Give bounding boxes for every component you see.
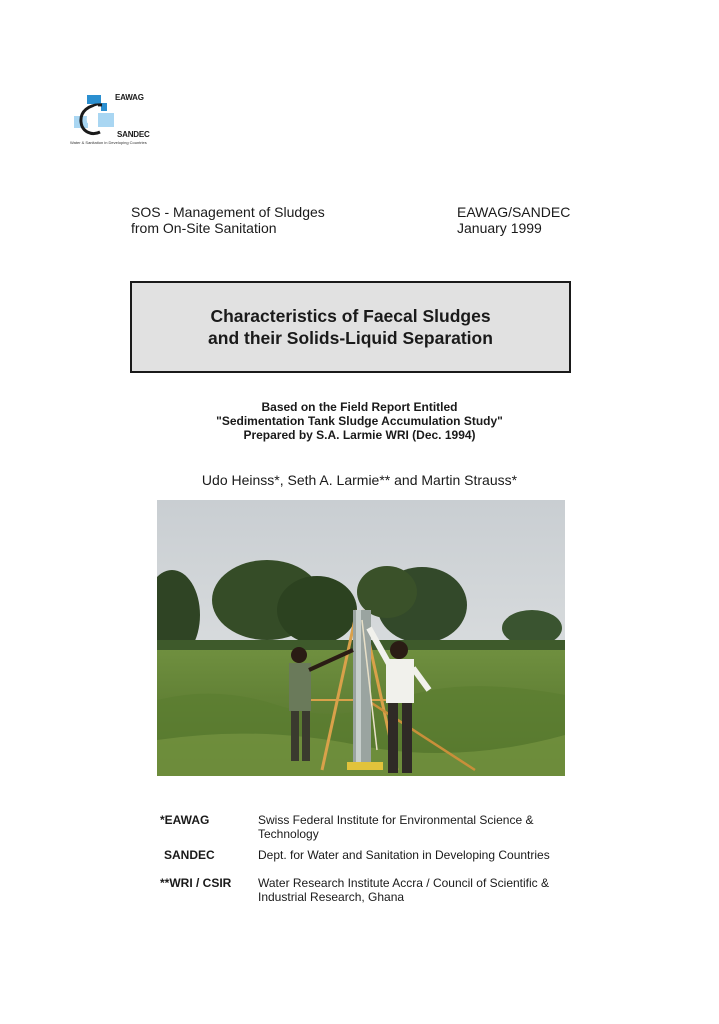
logo-tagline: Water & Sanitation in Developing Countries — [70, 140, 147, 145]
affiliation-key: SANDEC — [164, 848, 215, 862]
based-on-note — [150, 400, 569, 442]
affiliation-value: Dept. for Water and Sanitation in Developing Countries — [258, 848, 550, 862]
affiliation-value: Swiss Federal Institute for Environmental Science & Technology — [258, 813, 534, 841]
publication-date: January 1999 — [457, 220, 542, 236]
publisher-info — [457, 204, 570, 236]
cover-photo — [157, 500, 565, 776]
based-on-line-1: Based on the Field Report Entitled — [261, 400, 458, 414]
based-on-line-3: Prepared by S.A. Larmie WRI (Dec. 1994) — [243, 428, 476, 442]
document-title-box — [130, 281, 571, 373]
title-line-2: and their Solids-Liquid Separation — [208, 328, 493, 348]
series-title — [131, 204, 325, 236]
affiliation-key: **WRI / CSIR — [160, 876, 232, 890]
based-on-line-2: "Sedimentation Tank Sludge Accumulation Study" — [216, 414, 503, 428]
series-line-1: SOS - Management of Sludges — [131, 204, 325, 220]
logo-sandec-text: SANDEC — [117, 130, 150, 139]
eawag-sandec-logo — [68, 92, 160, 150]
field-photo-image — [157, 500, 565, 776]
publisher-name: EAWAG/SANDEC — [457, 204, 571, 220]
series-line-2: from On-Site Sanitation — [131, 220, 277, 236]
authors: Udo Heinss*, Seth A. Larmie** and Martin Strauss* — [201, 472, 518, 488]
affiliation-key: *EAWAG — [160, 813, 210, 827]
logo-eawag-text: EAWAG — [115, 93, 144, 102]
title-line-1: Characteristics of Faecal Sludges — [210, 306, 491, 326]
affiliation-value: Water Research Institute Accra / Council of Scientific & Industrial Research, Ghana — [258, 876, 550, 904]
